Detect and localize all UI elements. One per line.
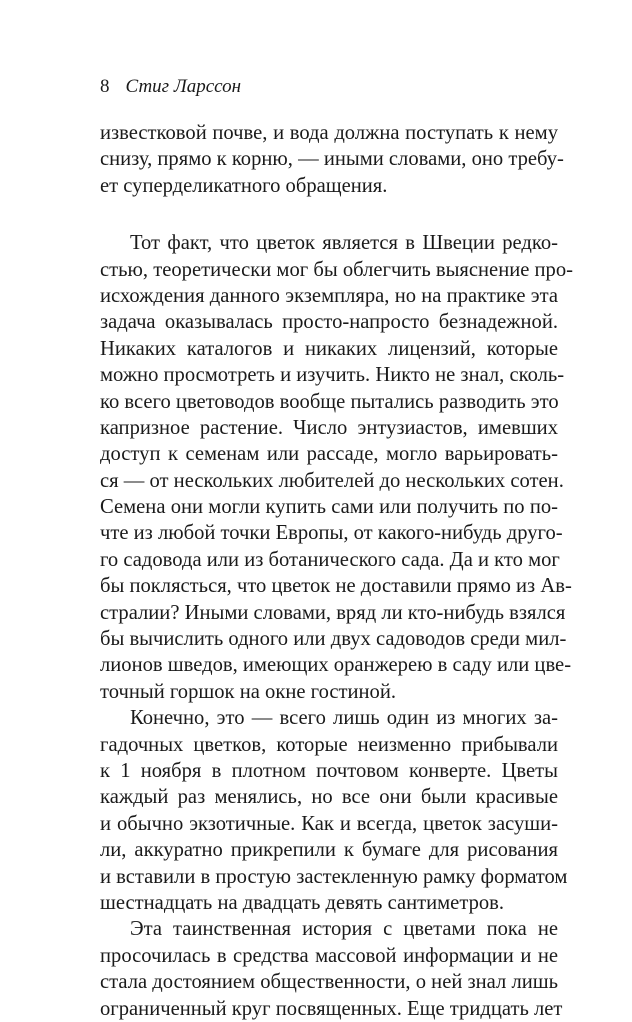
text-line: стала достоянием общественности, о ней знал лишь [100,971,558,994]
text-line: Никаких каталогов и никаких лицензий, которые [100,337,558,360]
text-line: известковой почве, и вода должна поступать к нему [100,122,558,144]
text-line: ся — от нескольких любителей до нескольких сотен. [100,469,564,492]
text-line: доступ к семенам или рассаде, могло варьировать- [100,443,558,466]
text-line: точный горшок на окне гостиной. [100,680,397,703]
text-line: бы вычислить одного или двух садоводов среди мил- [100,628,567,651]
author-name: Стиг Ларссон [125,76,242,97]
text-line: можно просмотреть и изучить. Никто не знал, сколь- [100,364,565,387]
page-number: 8 [100,76,110,97]
text-line: Эта таинственная история с цветами пока не [130,918,558,941]
paragraph [100,705,568,916]
text-line: стралии? Иными словами, вряд ли кто-нибудь взялся [100,601,566,624]
text-line: каждый раз менялись, но все они были красивые [100,786,558,809]
text-line: гадочных цветков, которые неизменно прибывали [100,733,558,756]
paragraph [100,120,564,199]
text-line: ко всего цветоводов вообще пытались разводить это [100,390,559,413]
book-page [100,72,574,1022]
text-line: к 1 ноября в плотном почтовом конверте. Цветы [100,759,558,782]
text-line: ограниченный круг посвященных. Еще тридцать лет [100,997,563,1020]
text-line: и обычно экзотичные. Как и всегда, цветок засуши- [100,812,558,835]
text-line: бы поклясться, что цветок не доставили прямо из Ав- [100,575,572,598]
text-line: стью, теоретически мог бы облегчить выяснение про- [100,258,574,281]
text-line: шестнадцать на двадцать девять сантиметров. [100,891,505,914]
text-line: Семена они могли купить сами или получить по по- [100,496,558,519]
running-head [100,72,558,102]
text-line: просочилась в средства массовой информации и не [100,944,558,967]
text-line: ли, аккуратно прикрепили к бумаге для рисования [100,839,558,862]
text-line: Тот факт, что цветок является в Швеции редко- [130,232,558,255]
text-line: исхождения данного экземпляра, но на практике эта [100,284,558,307]
paragraph [100,230,574,705]
text-line: задача оказывалась просто-напросто безнадежной. [100,311,558,334]
paragraph [100,916,563,1022]
text-line: ет суперделикатного обращения. [100,174,388,197]
text-line: го садовода или из ботанического сада. Да и кто мог [100,548,560,571]
text-line: снизу, прямо к корню, — иными словами, оно требу- [100,148,564,171]
body-text [100,120,574,1022]
text-line: Конечно, это — всего лишь один из многих за- [130,707,558,730]
text-line: капризное растение. Число энтузиастов, имевших [100,416,558,439]
text-line: лионов шведов, имеющих оранжерею в саду или цве- [100,654,572,677]
text-line: и вставили в простую застекленную рамку форматом [100,865,568,888]
text-line: чте из любой точки Европы, от какого-нибудь друго- [100,522,563,545]
